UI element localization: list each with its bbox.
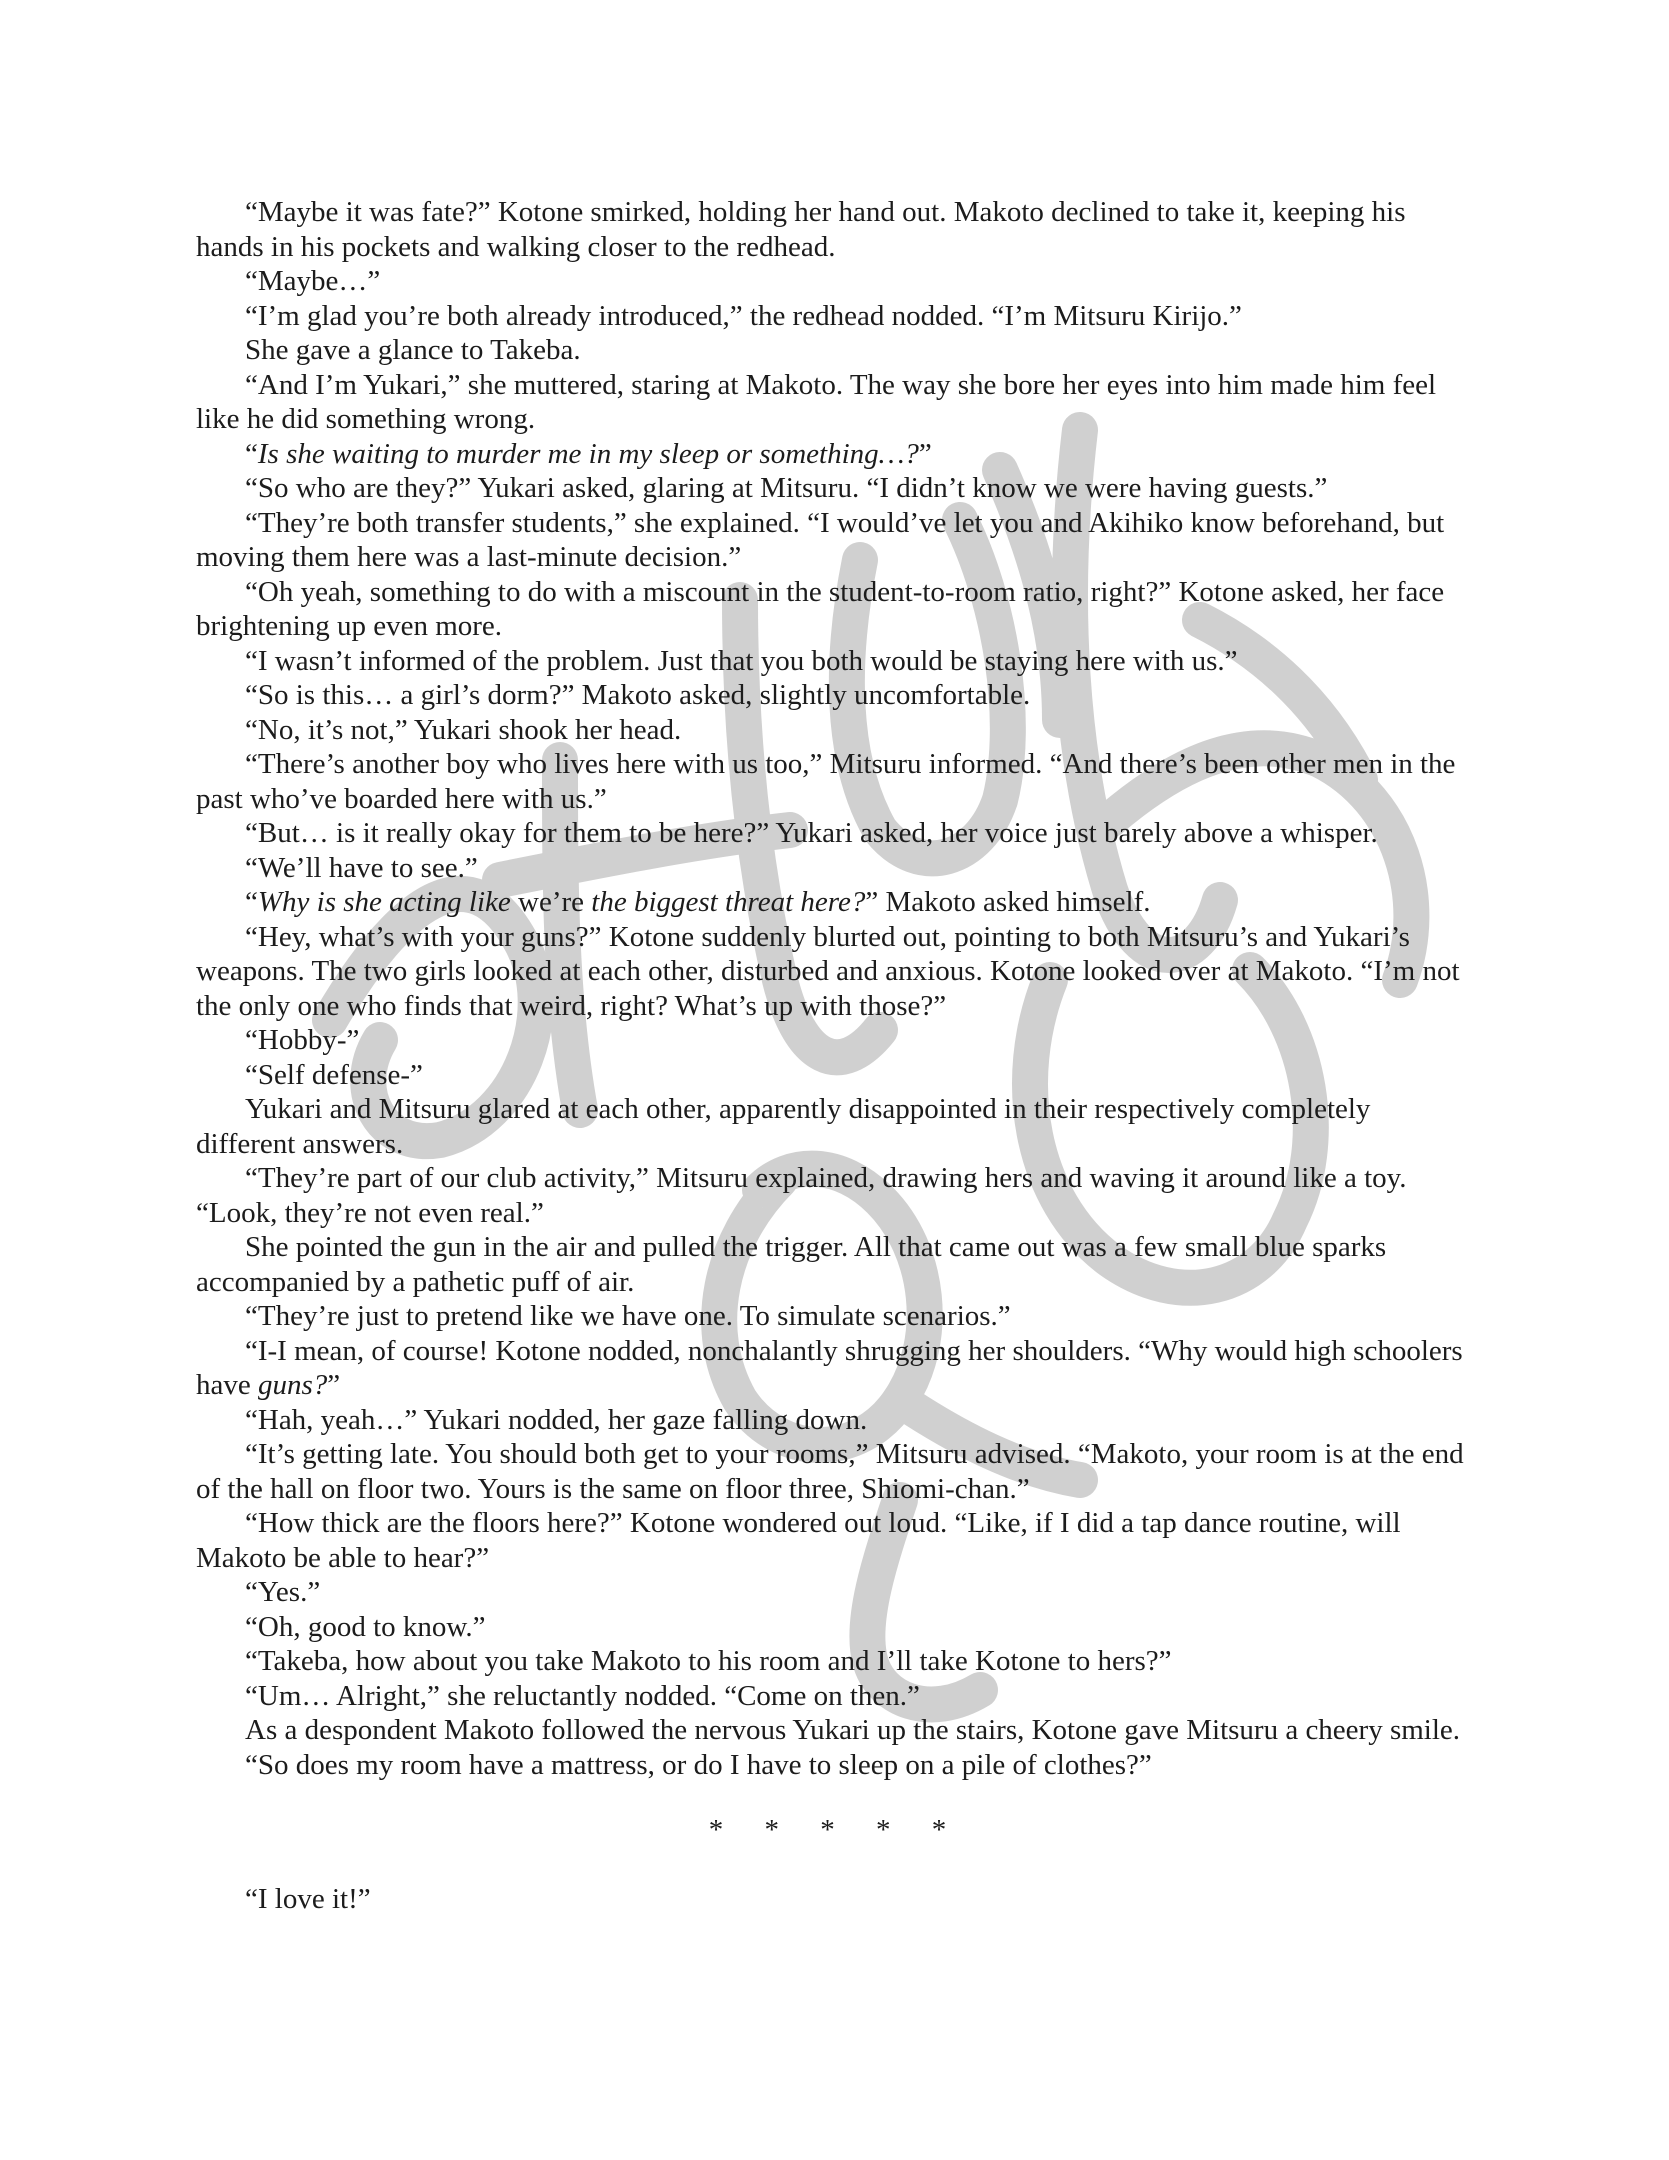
paragraph	[196, 1748, 1476, 1783]
paragraph	[196, 1506, 1476, 1575]
paragraph	[196, 920, 1476, 1024]
italic-run: Is she waiting to murder me in my sleep or something…?	[257, 437, 919, 470]
paragraph	[196, 1299, 1476, 1334]
text-run: “	[245, 437, 258, 470]
story-text	[196, 195, 1476, 1916]
paragraph	[196, 644, 1476, 679]
paragraph	[196, 1575, 1476, 1610]
text-run: “Oh, good to know.”	[245, 1610, 486, 1643]
text-run: “Hobby-”	[245, 1024, 360, 1056]
italic-run: Why is she acting like	[257, 886, 511, 918]
text-run: “And I’m Yukari,” she muttered, staring at Makoto. The way she bore her eyes into him made him feel like he did something wrong.	[196, 368, 1437, 435]
text-run: “They’re just to pretend like we have one. To simulate scenarios.”	[245, 1300, 1011, 1332]
paragraph	[196, 1882, 1476, 1917]
text-run: Yukari and Mitsuru glared at each other, apparently disappointed in their respectively completely different answers.	[196, 1093, 1371, 1160]
text-run: ” Makoto asked himself.	[865, 886, 1151, 918]
paragraph	[196, 885, 1476, 920]
text-run: She pointed the gun in the air and pulled the trigger. All that came out was a few small blue sparks accompanied by a pathetic puff of air.	[196, 1231, 1387, 1298]
paragraph	[196, 1230, 1476, 1299]
text-run: “But… is it really okay for them to be here?” Yukari asked, her voice just barely above a whisper.	[245, 817, 1378, 849]
paragraph	[196, 264, 1476, 299]
paragraph	[196, 437, 1476, 472]
paragraph	[196, 1644, 1476, 1679]
text-run: we’re	[510, 886, 592, 918]
text-run: “I-I mean, of course! Kotone nodded, nonchalantly shrugging her shoulders. “Why would high schoolers have	[196, 1334, 1463, 1401]
text-run: “Maybe it was fate?” Kotone smirked, holding her hand out. Makoto declined to take it, keeping his hands in his pockets and walking closer to the redhead.	[196, 196, 1406, 263]
paragraph	[196, 816, 1476, 851]
text-run: “No, it’s not,” Yukari shook her head.	[245, 713, 682, 746]
paragraph	[196, 1058, 1476, 1093]
paragraph-list-after-break	[196, 1882, 1476, 1917]
text-run: ”	[918, 437, 932, 470]
italic-run: guns?	[258, 1369, 328, 1401]
paragraph	[196, 333, 1476, 368]
text-run: “So does my room have a mattress, or do I have to sleep on a pile of clothes?”	[245, 1748, 1152, 1781]
paragraph	[196, 195, 1476, 264]
paragraph	[196, 1023, 1476, 1058]
text-run: “Hah, yeah…” Yukari nodded, her gaze falling down.	[245, 1403, 868, 1436]
paragraph	[196, 1610, 1476, 1645]
paragraph	[196, 368, 1476, 437]
text-run: She gave a glance to Takeba.	[245, 334, 581, 366]
text-run: “Yes.”	[245, 1576, 321, 1608]
text-run: As a despondent Makoto followed the nervous Yukari up the stairs, Kotone gave Mitsuru a cheery smile.	[245, 1714, 1461, 1746]
text-run: “I’m glad you’re both already introduced,” the redhead nodded. “I’m Mitsuru Kirijo.”	[245, 299, 1242, 332]
text-run: “	[245, 886, 258, 918]
paragraph	[196, 713, 1476, 748]
text-run: “They’re both transfer students,” she explained. “I would’ve let you and Akihiko know beforehand, but moving them here was a last-minute decision.”	[196, 506, 1445, 573]
text-run: “Maybe…”	[245, 265, 381, 297]
paragraph	[196, 1679, 1476, 1714]
paragraph	[196, 1161, 1476, 1230]
text-run: “Self defense-”	[245, 1058, 423, 1091]
text-run: ”	[327, 1369, 341, 1401]
text-run: “How thick are the floors here?” Kotone wondered out loud. “Like, if I did a tap dance routine, will Makoto be able to hear?”	[196, 1507, 1401, 1574]
paragraph	[196, 1437, 1476, 1506]
text-run: “Hey, what’s with your guns?” Kotone suddenly blurted out, pointing to both Mitsuru’s and Yukari’s weapons. The two girls looked at each other, disturbed and anxious. Kotone looked over at Makoto. “I’m not the only one who finds that weird, right? What’s up with those?”	[196, 920, 1460, 1022]
paragraph	[196, 1403, 1476, 1438]
italic-run: the biggest threat here?	[591, 886, 866, 918]
text-run: “Takeba, how about you take Makoto to his room and I’ll take Kotone to hers?”	[245, 1645, 1172, 1677]
paragraph	[196, 851, 1476, 886]
text-run: “It’s getting late. You should both get to your rooms,” Mitsuru advised. “Makoto, your room is at the end of the hall on floor two. Yours is the same on floor three, Shiomi-chan.”	[196, 1438, 1464, 1505]
paragraph-list	[196, 195, 1476, 1782]
paragraph	[196, 471, 1476, 506]
text-run: “I wasn’t informed of the problem. Just that you both would be staying here with us.”	[245, 644, 1238, 677]
paragraph	[196, 747, 1476, 816]
text-run: “They’re part of our club activity,” Mitsuru explained, drawing hers and waving it around like a toy. “Look, they’re not even real.”	[196, 1162, 1407, 1229]
paragraph	[196, 1713, 1476, 1748]
paragraph	[196, 506, 1476, 575]
text-run: “We’ll have to see.”	[245, 851, 478, 884]
paragraph	[196, 575, 1476, 644]
text-run: “Um… Alright,” she reluctantly nodded. “Come on then.”	[245, 1679, 920, 1712]
text-run: “So who are they?” Yukari asked, glaring at Mitsuru. “I didn’t know we were having guests.”	[245, 472, 1328, 504]
paragraph	[196, 678, 1476, 713]
text-run: “So is this… a girl’s dorm?” Makoto asked, slightly uncomfortable.	[245, 679, 1031, 711]
text-run: “There’s another boy who lives here with us too,” Mitsuru informed. “And there’s been other men in the past who’ve boarded here with us.”	[196, 748, 1456, 815]
text-run: “Oh yeah, something to do with a miscount in the student-to-room ratio, right?” Kotone asked, her face brightening up even more.	[196, 575, 1445, 642]
paragraph	[196, 1092, 1476, 1161]
scene-break: * * * * *	[708, 1814, 964, 1846]
paragraph	[196, 299, 1476, 334]
text-run: “I love it!”	[245, 1882, 371, 1915]
paragraph	[196, 1334, 1476, 1403]
